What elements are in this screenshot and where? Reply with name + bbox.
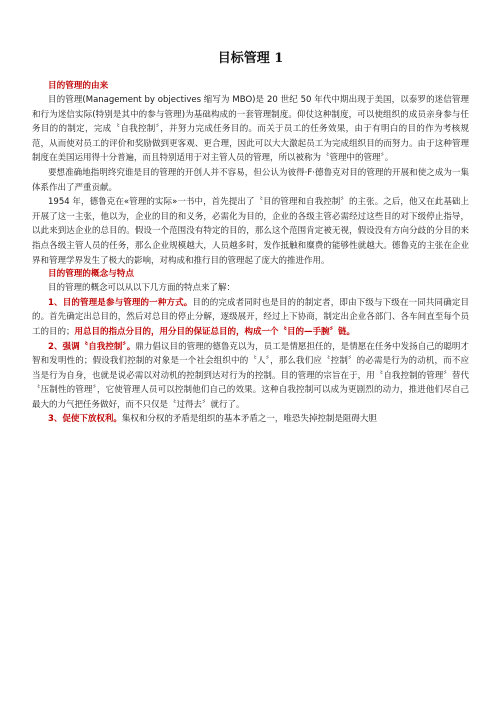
- feature-2-body: 鼎力倡议目的管理的德鲁克以为，员工是情愿担任的，是情愿在任务中发扬自己的聪明才智和发明性的；假设我们控制的对象是一个社会组织中的〝人〞，那么我们应〝控制〞的必需是行为的动机，而不应当是行为自身，也就是说必需以对动机的控制到达对行为的控制。目的管理的宗旨在于，用〝自我控制的管理〞替代〝压制性的管理〞，它使管理人员可以控制他们自己的效果。这种自我控制可以成为更剧烈的动力，推进他们尽自己最大的力气把任务做好，而不只仅是〝过得去〞就行了。: [32, 341, 469, 410]
- feature-2-lead: 2、强调〝自我控制〞。: [48, 341, 136, 352]
- section-heading-features: 目的管理的概念与特点: [48, 269, 134, 280]
- page-title: 目标管理 1: [217, 51, 284, 66]
- paragraph-features-intro: 目的管理的概念可以从以下几方面的特点来了解：: [48, 283, 236, 294]
- feature-3-body: 集权和分权的矛盾是组织的基本矛盾之一，唯恐失掉控制是阻碍大胆: [121, 414, 377, 425]
- section-heading-origin: 目的管理的由来: [48, 81, 109, 91]
- document-page: [32, 50, 469, 427]
- paragraph-origin-2: 要想准确地指明终究谁是目的管理的开创人并不容易，但公认为彼得·F·德鲁克对目的管理的开展和使之成为一集体系作出了严重贡献。: [32, 167, 469, 193]
- paragraph-feature-1: [32, 296, 469, 340]
- paragraph-feature-3: [32, 412, 469, 427]
- paragraph-origin-1: 目的管理(Management by objectives 缩写为 MBO)是 20 世纪 50 年代中期出现于美国，以泰罗的迷信管理和行为迷信实际(特别是其中的参与管理)为基础构成的一套管理制度。仰仗这种制度，可以使组织的成员亲身参与任务目的的制定，完成〝自我控制〞，并努力完成任务目的。而关于员工的任务效果，由于有明白的目的作为考核规范，从而使对员工的评价和奖励做到更客观、更合理，因此可以大大激起员工为完成组织目的而努力。由于这种管理制度在美国运用得十分普遍，而且特别适用于对主管人员的管理，所以被称为〝管理中的管理〞。: [32, 95, 469, 164]
- paragraph-feature-2: [32, 340, 469, 413]
- paragraph-origin-3: 1954 年，德鲁克在«管理的实际»一书中，首先提出了〝目的管理和自我控制〞的主张。之后，他又在此基础上开展了这一主张，他以为，企业的目的和义务，必需化为目的，企业的各级主管必需经过这些目的对下级停止指导，以此来到达企业的总目的。假设一个范围没有特定的目的，那么这个范围肯定被无视，假设没有方向分歧的分目的来指点各级主管人员的任务，那么企业规模越大，人员越多时，发作抵触和糜费的能够性就越大。德鲁克的主张在企业界和管理学界发生了极大的影响，对构成和推行目的管理起了庞大的推进作用。: [32, 197, 469, 266]
- feature-1-tail: 用总目的指点分目的，用分目的保证总目的，构成一个〝目的—手腕〞链。: [74, 326, 356, 337]
- feature-1-lead: 1、目的管理是参与管理的一种方式。: [48, 297, 193, 308]
- feature-1-body: 目的的完成者同时也是目的的制定者，即由下级与下级在一同共同确定目的。首先确定出总目的，然后对总目的停止分解，逐级展开，经过上下协商，制定出企业各部门、各车间直至每个员工的目的；: [32, 297, 469, 337]
- feature-3-lead: 3、促使下放权利。: [48, 414, 122, 425]
